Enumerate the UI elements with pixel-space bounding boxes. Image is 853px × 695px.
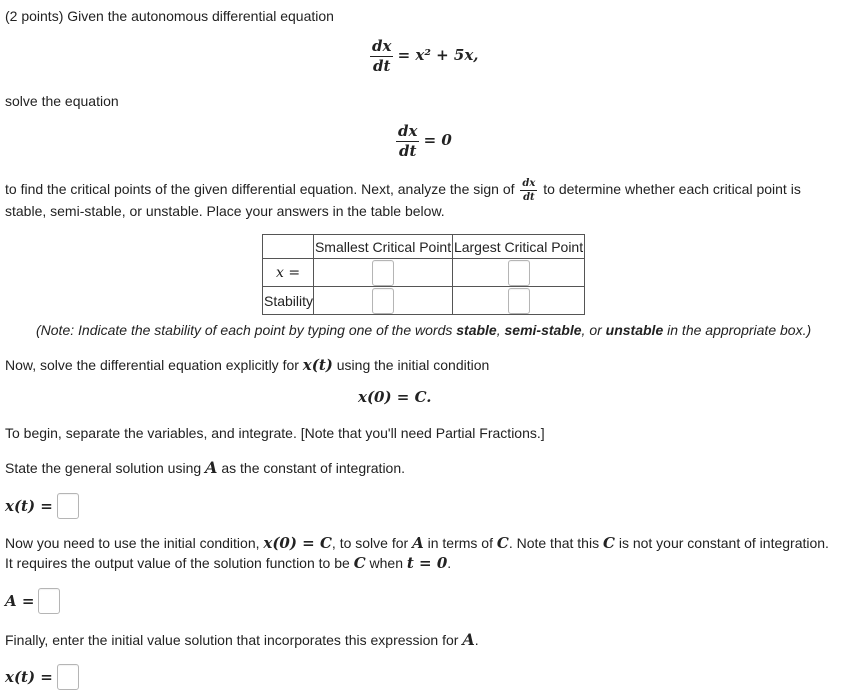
smallest-stability-input[interactable] bbox=[372, 288, 394, 314]
note-prefix: (Note: Indicate the stability of each point by typing one of the words bbox=[36, 322, 453, 338]
inline-frac-num: dx bbox=[522, 178, 536, 189]
instructions-text-b: to determine whether each critical point is bbox=[543, 181, 801, 198]
row-x-label: x = bbox=[263, 259, 314, 287]
iu-m6: t = 0 bbox=[406, 554, 448, 572]
note-word-unstable: unstable bbox=[605, 322, 664, 338]
initial-use-line1 bbox=[5, 534, 829, 552]
largest-x-cell bbox=[453, 259, 585, 287]
stability-note bbox=[36, 322, 811, 338]
iu-t6: It requires the output value of the solution function to be bbox=[5, 555, 350, 571]
smallest-stability-cell bbox=[314, 287, 453, 315]
explicit-text-a: Now, solve the differential equation explicitly for bbox=[5, 357, 299, 373]
instructions-line2: stable, semi-stable, or unstable. Place your answers in the table below. bbox=[5, 203, 445, 219]
general-text-b: as the constant of integration. bbox=[221, 460, 406, 476]
header-smallest: Smallest Critical Point bbox=[314, 235, 453, 259]
iu-t7: when bbox=[369, 555, 403, 571]
eq2-denominator: dt bbox=[399, 141, 417, 160]
initial-value-solution-input[interactable] bbox=[57, 664, 79, 690]
answer3-label: x(t) = bbox=[5, 668, 53, 686]
answer1-label: x(t) = bbox=[5, 497, 53, 515]
instructions-text-a: to find the critical points of the given differential equation. Next, analyze the sign of bbox=[5, 181, 515, 198]
constant-a-input[interactable] bbox=[38, 588, 60, 614]
iu-t8: . bbox=[447, 555, 452, 571]
finally-end: . bbox=[474, 632, 479, 648]
solve-label: solve the equation bbox=[5, 93, 119, 109]
points-label: (2 points) bbox=[5, 8, 64, 24]
iu-m1: x(0) = C bbox=[263, 534, 332, 552]
finally-var: A bbox=[462, 630, 475, 649]
note-suffix: in the appropriate box.) bbox=[667, 322, 812, 338]
intro-text: Given the autonomous differential equation bbox=[67, 8, 334, 24]
smallest-x-input[interactable] bbox=[372, 260, 394, 286]
iu-m3: C bbox=[496, 534, 509, 552]
initial-value-answer bbox=[5, 664, 79, 690]
initial-condition: x(0) = C. bbox=[358, 388, 432, 406]
note-sep2: , or bbox=[581, 322, 602, 338]
smallest-x-cell bbox=[314, 259, 453, 287]
largest-stability-input[interactable] bbox=[508, 288, 530, 314]
note-word-semi-stable: semi-stable bbox=[504, 322, 582, 338]
general-var: A bbox=[205, 458, 218, 477]
iu-m5: C bbox=[353, 554, 366, 572]
critical-equation bbox=[396, 123, 452, 159]
largest-stability-cell bbox=[453, 287, 585, 315]
explicit-var: x(t) bbox=[302, 356, 333, 374]
constant-answer bbox=[5, 588, 60, 614]
note-word-stable: stable bbox=[456, 322, 497, 338]
eq1-rhs: = x² + 5x, bbox=[397, 45, 479, 64]
begin-text: To begin, separate the variables, and integrate. [Note that you'll need Partial Fractions.] bbox=[5, 425, 545, 441]
finally-instruction bbox=[5, 630, 479, 649]
explicit-instruction bbox=[5, 356, 489, 374]
initial-use-line2 bbox=[5, 554, 451, 572]
eq1-numerator: dx bbox=[372, 37, 392, 55]
header-largest: Largest Critical Point bbox=[453, 235, 585, 259]
general-text-a: State the general solution using bbox=[5, 460, 202, 476]
iu-t5: is not your constant of integration. bbox=[618, 535, 829, 551]
iu-t3: in terms of bbox=[427, 535, 493, 551]
problem-intro bbox=[5, 8, 334, 24]
general-solution-input[interactable] bbox=[57, 493, 79, 519]
row-stability-label: Stability bbox=[263, 287, 314, 315]
finally-text: Finally, enter the initial value solution that incorporates this expression for bbox=[5, 632, 459, 648]
iu-t4: . Note that this bbox=[508, 535, 600, 551]
instructions-line1 bbox=[5, 178, 801, 203]
general-solution-answer bbox=[5, 493, 79, 519]
critical-points-table bbox=[262, 234, 585, 315]
answer2-label: A = bbox=[5, 592, 35, 610]
inline-frac-den: dt bbox=[523, 192, 535, 203]
note-sep1: , bbox=[496, 322, 501, 338]
eq1-denominator: dt bbox=[373, 56, 391, 75]
iu-m2: A bbox=[412, 534, 424, 552]
differential-equation bbox=[370, 38, 479, 74]
table-corner bbox=[263, 235, 314, 259]
explicit-text-b: using the initial condition bbox=[336, 357, 490, 373]
largest-x-input[interactable] bbox=[508, 260, 530, 286]
eq2-rhs: = 0 bbox=[423, 130, 452, 149]
iu-t1: Now you need to use the initial condition, bbox=[5, 535, 260, 551]
iu-m4: C bbox=[602, 534, 615, 552]
iu-t2: , to solve for bbox=[331, 535, 409, 551]
general-solution-instruction bbox=[5, 458, 405, 477]
eq2-numerator: dx bbox=[398, 122, 418, 140]
